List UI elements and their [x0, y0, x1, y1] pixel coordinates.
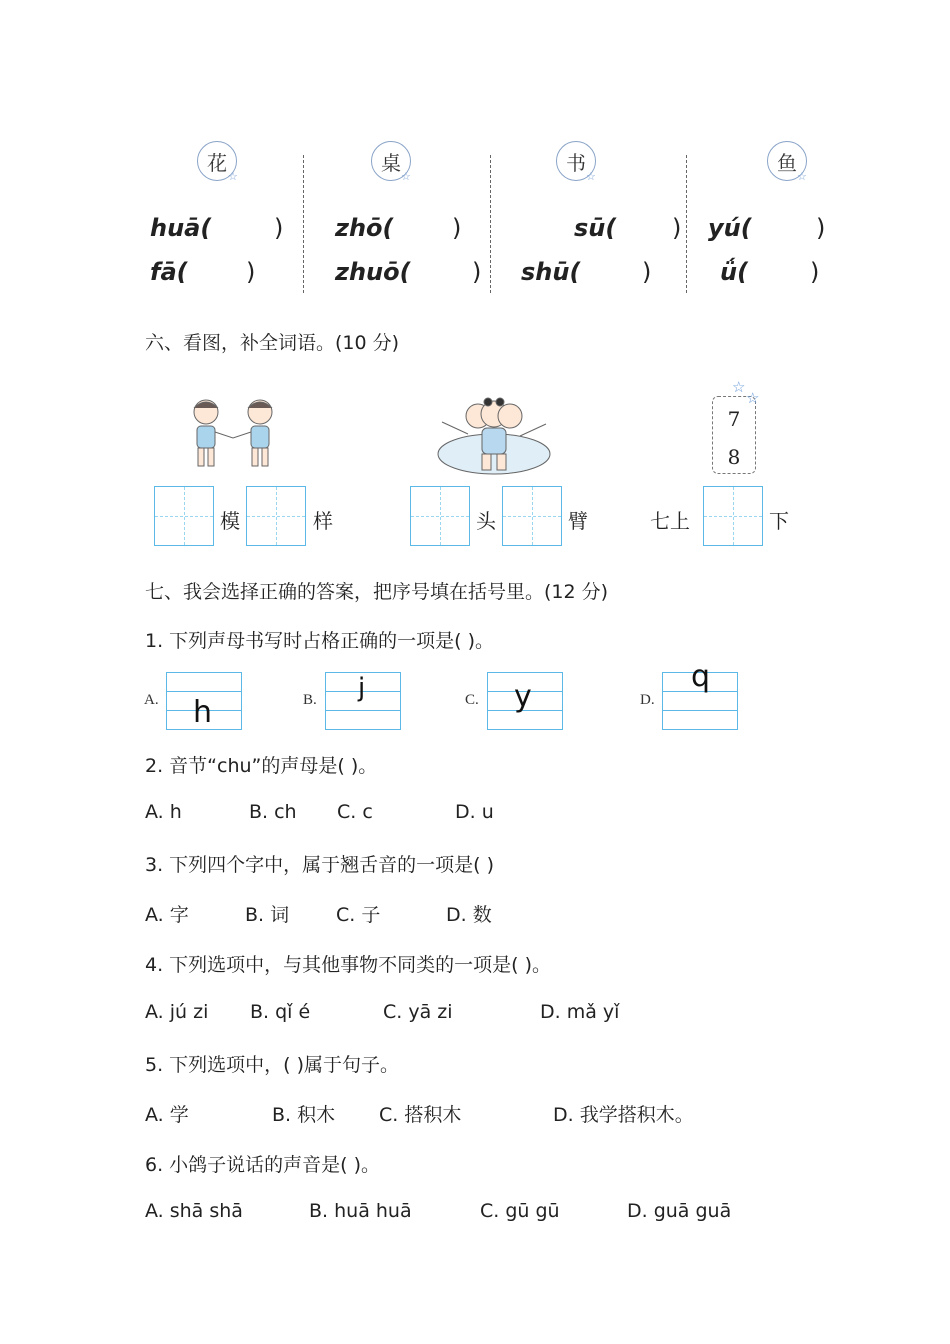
column-divider: [686, 155, 687, 293]
number-top: 7: [727, 407, 741, 431]
answer-paren[interactable]: ): [472, 258, 482, 286]
answer-option[interactable]: A. shā shā: [145, 1200, 243, 1222]
answer-option[interactable]: D. guā guā: [627, 1200, 732, 1222]
pinyin-option: zhō(: [335, 214, 394, 242]
answer-option[interactable]: A. jú zi: [145, 1001, 209, 1023]
answer-paren[interactable]: ): [452, 214, 462, 242]
option-label: C.: [465, 692, 479, 708]
writing-box[interactable]: [246, 486, 306, 546]
letter: j: [358, 673, 366, 703]
star-icon: ☆: [228, 170, 238, 183]
four-line-grid-option-b[interactable]: [325, 672, 401, 730]
answer-option[interactable]: D. u: [455, 801, 494, 823]
column-divider: [303, 155, 304, 293]
pinyin-option: sū(: [574, 214, 617, 242]
star-icon: ☆: [401, 170, 411, 183]
question-1: 1. 下列声母书写时占格正确的一项是( )。: [145, 630, 495, 652]
pinyin-option: huā(: [150, 214, 212, 242]
answer-option[interactable]: C. gū gū: [480, 1200, 560, 1222]
answer-option[interactable]: D. mǎ yǐ: [540, 1001, 620, 1023]
answer-option[interactable]: C. 子: [336, 904, 381, 926]
answer-option[interactable]: B. qǐ é: [250, 1001, 311, 1023]
twins-illustration: [186, 396, 280, 476]
four-line-grid-option-a[interactable]: [166, 672, 242, 730]
answer-option[interactable]: B. ch: [249, 801, 297, 823]
star-icon: ☆: [732, 378, 746, 396]
multi-arm-figure-illustration: [432, 394, 557, 480]
four-line-grid-option-c[interactable]: [487, 672, 563, 730]
section-seven-heading: 七、我会选择正确的答案，把序号填在括号里。(12 分): [145, 581, 609, 603]
answer-option[interactable]: C. c: [337, 801, 373, 823]
answer-option[interactable]: C. yā zi: [383, 1001, 453, 1023]
pinyin-option: yú(: [708, 214, 752, 242]
pinyin-option: fā(: [150, 258, 188, 286]
question-5: 5. 下列选项中，( )属于句子。: [145, 1054, 400, 1076]
star-icon: ☆: [746, 389, 760, 407]
answer-option[interactable]: D. 我学搭积木。: [553, 1104, 694, 1126]
answer-paren[interactable]: ): [642, 258, 652, 286]
star-icon: ☆: [586, 170, 596, 183]
pinyin-option: shū(: [521, 258, 581, 286]
answer-option[interactable]: A. 学: [145, 1104, 189, 1126]
question-4: 4. 下列选项中，与其他事物不同类的一项是( )。: [145, 954, 552, 976]
answer-option[interactable]: D. 数: [446, 904, 492, 926]
number-bottom: 8: [727, 445, 741, 469]
answer-option[interactable]: A. h: [145, 801, 182, 823]
answer-option[interactable]: B. 词: [245, 904, 290, 926]
character: 桌: [381, 150, 401, 175]
answer-option[interactable]: B. 积木: [272, 1104, 336, 1126]
answer-option[interactable]: A. 字: [145, 904, 189, 926]
option-label: B.: [303, 692, 317, 708]
letter: q: [691, 659, 711, 694]
word-character: 模: [220, 509, 240, 533]
question-3: 3. 下列四个字中，属于翘舌音的一项是( ): [145, 854, 495, 876]
writing-box[interactable]: [502, 486, 562, 546]
answer-paren[interactable]: ): [672, 214, 682, 242]
character: 花: [207, 150, 227, 175]
option-label: D.: [640, 692, 655, 708]
section-six-heading: 六、看图，补全词语。(10 分): [145, 332, 400, 354]
question-6: 6. 小鸽子说话的声音是( )。: [145, 1154, 381, 1176]
word-suffix: 下: [769, 509, 789, 533]
answer-paren[interactable]: ): [816, 214, 826, 242]
answer-option[interactable]: B. huā huā: [309, 1200, 412, 1222]
writing-box[interactable]: [410, 486, 470, 546]
answer-paren[interactable]: ): [810, 258, 820, 286]
pinyin-option: ǘ(: [720, 258, 749, 286]
four-line-grid-option-d[interactable]: [662, 659, 738, 730]
column-divider: [490, 155, 491, 293]
word-character: 臂: [568, 509, 588, 533]
word-character: 样: [313, 509, 333, 533]
answer-option[interactable]: C. 搭积木: [379, 1104, 462, 1126]
answer-paren[interactable]: ): [274, 214, 284, 242]
character: 书: [566, 150, 586, 175]
question-2: 2. 音节“chu”的声母是( )。: [145, 755, 378, 777]
star-icon: ☆: [797, 170, 807, 183]
answer-paren[interactable]: ): [246, 258, 256, 286]
number-card: [712, 396, 756, 474]
writing-box[interactable]: [703, 486, 763, 546]
word-prefix: 七上: [650, 509, 690, 533]
option-label: A.: [144, 692, 159, 708]
letter: y: [514, 679, 532, 714]
letter: h: [193, 695, 213, 730]
writing-box[interactable]: [154, 486, 214, 546]
character: 鱼: [777, 150, 797, 175]
pinyin-option: zhuō(: [335, 258, 411, 286]
word-character: 头: [476, 509, 496, 533]
